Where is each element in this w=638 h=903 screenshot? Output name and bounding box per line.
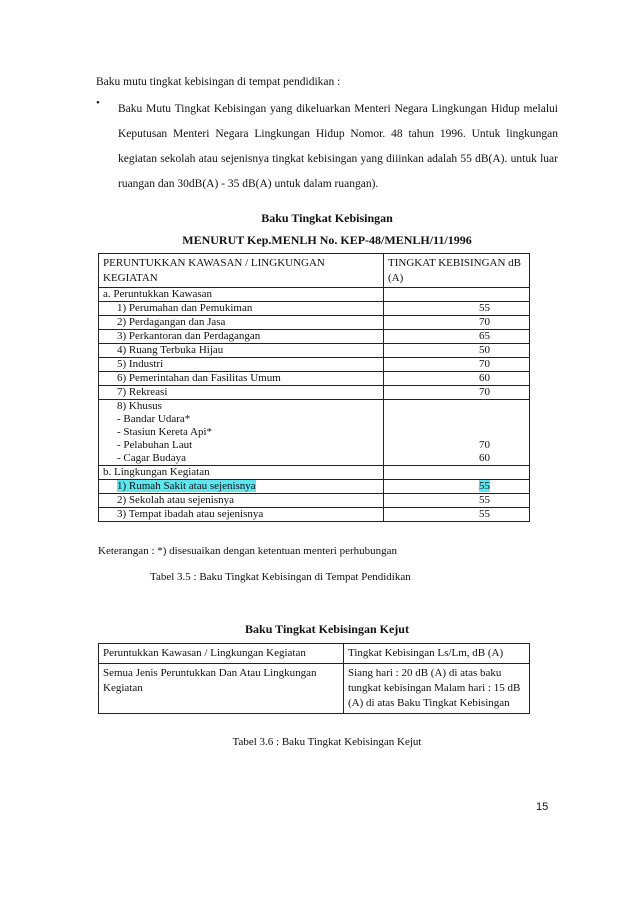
- khusus-values: [384, 400, 530, 466]
- table2-caption: Tabel 3.6 : Baku Tingkat Kebisingan Kejut: [232, 736, 422, 748]
- khusus-item: - Stasiun Kereta Api*: [117, 426, 213, 438]
- table1-section-b: b. Lingkungan Kegiatan: [99, 466, 384, 480]
- table-row: [99, 508, 530, 522]
- table1-title-line1: Baku Tingkat Kebisingan: [261, 211, 393, 225]
- table1-header-col2: TINGKAT KEBISINGAN dB (A): [384, 254, 530, 288]
- table-row-khusus: [99, 400, 530, 466]
- khusus-value: 60: [479, 452, 490, 464]
- table-row: [99, 372, 530, 386]
- row-value: [384, 480, 530, 494]
- table-row: [99, 302, 530, 316]
- khusus-value: [444, 413, 525, 426]
- table-row: [99, 316, 530, 330]
- table2-header-col1: Peruntukkan Kawasan / Lingkungan Kegiatan: [99, 644, 344, 664]
- row-value: 70: [384, 358, 530, 372]
- khusus-label: 8) Khusus: [117, 400, 162, 412]
- table-row: [99, 386, 530, 400]
- bullet-paragraph: [96, 97, 558, 197]
- table1-section-a: a. Peruntukkan Kawasan: [99, 288, 384, 302]
- bullet-icon: •: [96, 97, 100, 109]
- table1-section-b-row: [99, 466, 530, 480]
- row-value: 55: [384, 494, 530, 508]
- row-label: 2) Perdagangan dan Jasa: [99, 316, 384, 330]
- row-label: 5) Industri: [99, 358, 384, 372]
- table2-header-col2: Tingkat Kebisingan Ls/Lm, dB (A): [344, 644, 530, 664]
- row-value: 55: [384, 302, 530, 316]
- row-label: 3) Tempat ibadah atau sejenisnya: [99, 508, 384, 522]
- table1-header-col1: PERUNTUKKAN KAWASAN / LINGKUNGAN KEGIATAN: [99, 254, 384, 288]
- row-value: 60: [384, 372, 530, 386]
- table-row: [99, 480, 530, 494]
- row-value: 70: [384, 316, 530, 330]
- row-value: 65: [384, 330, 530, 344]
- row-value: 55: [384, 508, 530, 522]
- row-label: 1) Perumahan dan Pemukiman: [99, 302, 384, 316]
- table-row: [99, 344, 530, 358]
- impact-noise-table: [98, 643, 530, 714]
- row-label: 7) Rekreasi: [99, 386, 384, 400]
- page-number: 15: [536, 801, 549, 813]
- table-row: [99, 664, 530, 714]
- highlighted-value: 55: [479, 480, 490, 492]
- table-row: [99, 494, 530, 508]
- table2-row-col1: Semua Jenis Peruntukkan Dan Atau Lingkungan Kegiatan: [99, 664, 344, 714]
- row-label: 3) Perkantoran dan Perdagangan: [99, 330, 384, 344]
- khusus-item: - Cagar Budaya: [117, 452, 187, 464]
- noise-standard-table: [98, 253, 530, 522]
- table1-header-row: [99, 254, 530, 288]
- row-label: [99, 480, 384, 494]
- table1-section-a-row: [99, 288, 530, 302]
- row-label: 2) Sekolah atau sejenisnya: [99, 494, 384, 508]
- row-label: 6) Pemerintahan dan Fasilitas Umum: [99, 372, 384, 386]
- table-row: [99, 358, 530, 372]
- intro-text: Baku mutu tingkat kebisingan di tempat pendidikan :: [96, 76, 341, 88]
- row-label: 4) Ruang Terbuka Hijau: [99, 344, 384, 358]
- khusus-value: 70: [479, 439, 490, 451]
- table2-header-row: [99, 644, 530, 664]
- bullet-text: Baku Mutu Tingkat Kebisingan yang dikeluarkan Menteri Negara Lingkungan Hidup melalui Keputusan Menteri Negara Lingkungan Hidup Nomor. 48 tahun 1996. Untuk lingkungan kegiatan sekolah atau sejenisnya tingkat kebisingan yang diiinkan adalah 55 dB(A). untuk luar ruangan dan 30dB(A) - 35 dB(A) untuk dalam ruangan).: [118, 103, 558, 190]
- khusus-value: [444, 426, 525, 439]
- khusus-item: - Bandar Udara*: [117, 413, 191, 425]
- highlighted-label: 1) Rumah Sakit atau sejenisnya: [117, 480, 256, 492]
- khusus-item: - Pelabuhan Laut: [117, 439, 193, 451]
- table2-row-col2: Siang hari : 20 dB (A) di atas baku tungkat kebisingan Malam hari : 15 dB (A) di atas Baku Tingkat Kebisingan: [344, 664, 530, 714]
- row-value: 50: [384, 344, 530, 358]
- table1-title-line2: MENURUT Kep.MENLH No. KEP-48/MENLH/11/1996: [182, 233, 472, 247]
- table2-title: Baku Tingkat Kebisingan Kejut: [245, 622, 409, 636]
- table1-note: Keterangan : *) disesuaikan dengan ketentuan menteri perhubungan: [98, 545, 398, 557]
- table-row: [99, 330, 530, 344]
- row-value: 70: [384, 386, 530, 400]
- table1-caption: Tabel 3.5 : Baku Tingkat Kebisingan di Tempat Pendidikan: [150, 571, 411, 583]
- khusus-cell: [99, 400, 384, 466]
